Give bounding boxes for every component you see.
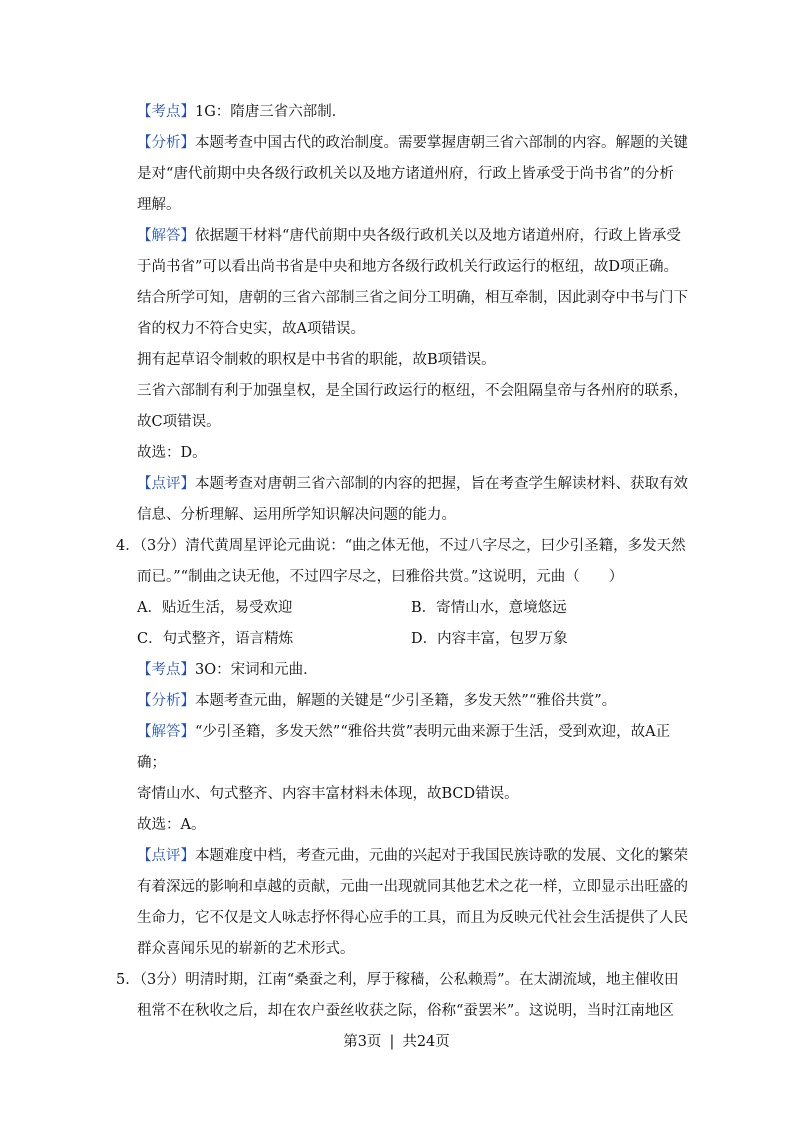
section-tag: 【点评】 (137, 848, 195, 864)
line-text: 3O：宋词和元曲． (195, 662, 318, 678)
line-text: 本题难度中档，考查元曲，元曲的兴起对于我国民族诗歌的发展、文化的繁荣 (195, 848, 688, 864)
text-line (137, 846, 793, 866)
line-text: 信息、分析理解、运用所学知识解决问题的能力。 (137, 507, 456, 523)
page-footer (0, 1032, 793, 1052)
section-tag: 【分析】 (137, 693, 195, 709)
section-tag: 【解答】 (137, 724, 195, 740)
footer-separator: | (389, 1034, 395, 1050)
line-text: 确； (137, 755, 166, 771)
line-text: 是对“唐代前期中央各级行政机关以及地方诸道州府，行政上皆承受于尚书省”的分析 (137, 166, 674, 182)
text-line (137, 660, 793, 680)
line-text: 故选：A。 (137, 817, 206, 833)
line-text: 故C项错误。 (137, 414, 221, 430)
option-line (137, 629, 793, 649)
text-line (137, 102, 793, 122)
line-text: 寄情山水、句式整齐、内容丰富材料未体现，故BCD错误。 (137, 786, 519, 802)
question-line (137, 567, 793, 587)
question-line (116, 970, 793, 990)
line-text: 于尚书省”可以看出尚书省是中央和地方各级行政机关行政运行的枢纽，故D项正确。 (137, 259, 679, 275)
line-text: 故选：D。 (137, 445, 207, 461)
option-d: D．内容丰富，包罗万象 (411, 631, 568, 647)
text-line (137, 443, 793, 463)
line-text: 本题考查元曲，解题的关键是“少引圣籍，多发天然”“雅俗共赏”。 (195, 693, 617, 709)
line-text: 有着深远的影响和卓越的贡献，元曲一出现就同其他艺术之花一样，立即显示出旺盛的 (137, 879, 688, 895)
text-line (137, 815, 793, 835)
text-line (137, 164, 793, 184)
text-line (137, 133, 793, 153)
section-tag: 【考点】 (137, 662, 195, 678)
text-line (137, 877, 793, 897)
text-line (137, 784, 793, 804)
section-tag: 【考点】 (137, 104, 195, 120)
text-line (137, 753, 793, 773)
line-text: 依据题干材料“唐代前期中央各级行政机关以及地方诸道州府，行政上皆承受 (195, 228, 681, 244)
text-line (137, 722, 793, 742)
line-text: 结合所学可知，唐朝的三省六部制三省之间分工明确，相互牵制，因此剥夺中书与门下 (137, 290, 688, 306)
question-line (137, 1001, 793, 1021)
line-text: 本题考查对唐朝三省六部制的内容的把握，旨在考查学生解读材料、获取有效 (195, 476, 688, 492)
section-tag: 【分析】 (137, 135, 195, 151)
line-text: 理解。 (137, 197, 181, 213)
line-text: 生命力，它不仅是文人咏志抒怀得心应手的工具，而且为反映元代社会生活提供了人民 (137, 910, 688, 926)
section-tag: 【点评】 (137, 476, 195, 492)
text-line (137, 474, 793, 494)
line-text: 拥有起草诏令制敕的职权是中书省的职能，故B项错误。 (137, 352, 496, 368)
page-total: 共24页 (402, 1034, 450, 1050)
text-line (137, 288, 793, 308)
text-line (137, 226, 793, 246)
text-line (137, 257, 793, 277)
text-line (137, 195, 793, 215)
text-line (137, 319, 793, 339)
page-number: 第3页 (343, 1034, 382, 1050)
text-line (137, 691, 793, 711)
text-line (137, 908, 793, 928)
line-text: 本题考查中国古代的政治制度。需要掌握唐朝三省六部制的内容。解题的关键 (195, 135, 688, 151)
question-line (116, 536, 793, 556)
text-line (137, 412, 793, 432)
line-text: 4．（3分）清代黄周星评论元曲说：“曲之体无他，不过八字尽之，曰少引圣籍，多发天然 (116, 538, 686, 554)
option-line (137, 598, 793, 618)
line-text: 省的权力不符合史实，故A项错误。 (137, 321, 365, 337)
option-b: B．寄情山水，意境悠远 (411, 600, 567, 616)
line-text: 1G：隋唐三省六部制． (195, 104, 347, 120)
option-a: A．贴近生活，易受欢迎 (137, 600, 293, 616)
line-text: “少引圣籍，多发天然”“雅俗共赏”表明元曲来源于生活，受到欢迎，故A正 (195, 724, 671, 740)
text-line (137, 505, 793, 525)
line-text: 群众喜闻乐见的崭新的艺术形式。 (137, 941, 355, 957)
text-line (137, 350, 793, 370)
section-tag: 【解答】 (137, 228, 195, 244)
line-text: 5．（3分）明清时期，江南“桑蚕之利，厚于稼穑，公私赖焉”。在太湖流域，地主催收田 (116, 972, 679, 988)
line-text: 租常不在秋收之后，却在农户蚕丝收获之际，俗称“蚕罢米”。这说明，当时江南地区 (137, 1003, 674, 1019)
line-text: 而已。”“制曲之诀无他，不过四字尽之，曰雅俗共赏。”这说明，元曲（ ） (137, 569, 624, 585)
line-text: 三省六部制有利于加强皇权，是全国行政运行的枢纽，不会阻隔皇帝与各州府的联系， (137, 383, 688, 399)
option-c: C．句式整齐，语言精炼 (137, 631, 294, 647)
text-line (137, 381, 793, 401)
text-line (137, 939, 793, 959)
